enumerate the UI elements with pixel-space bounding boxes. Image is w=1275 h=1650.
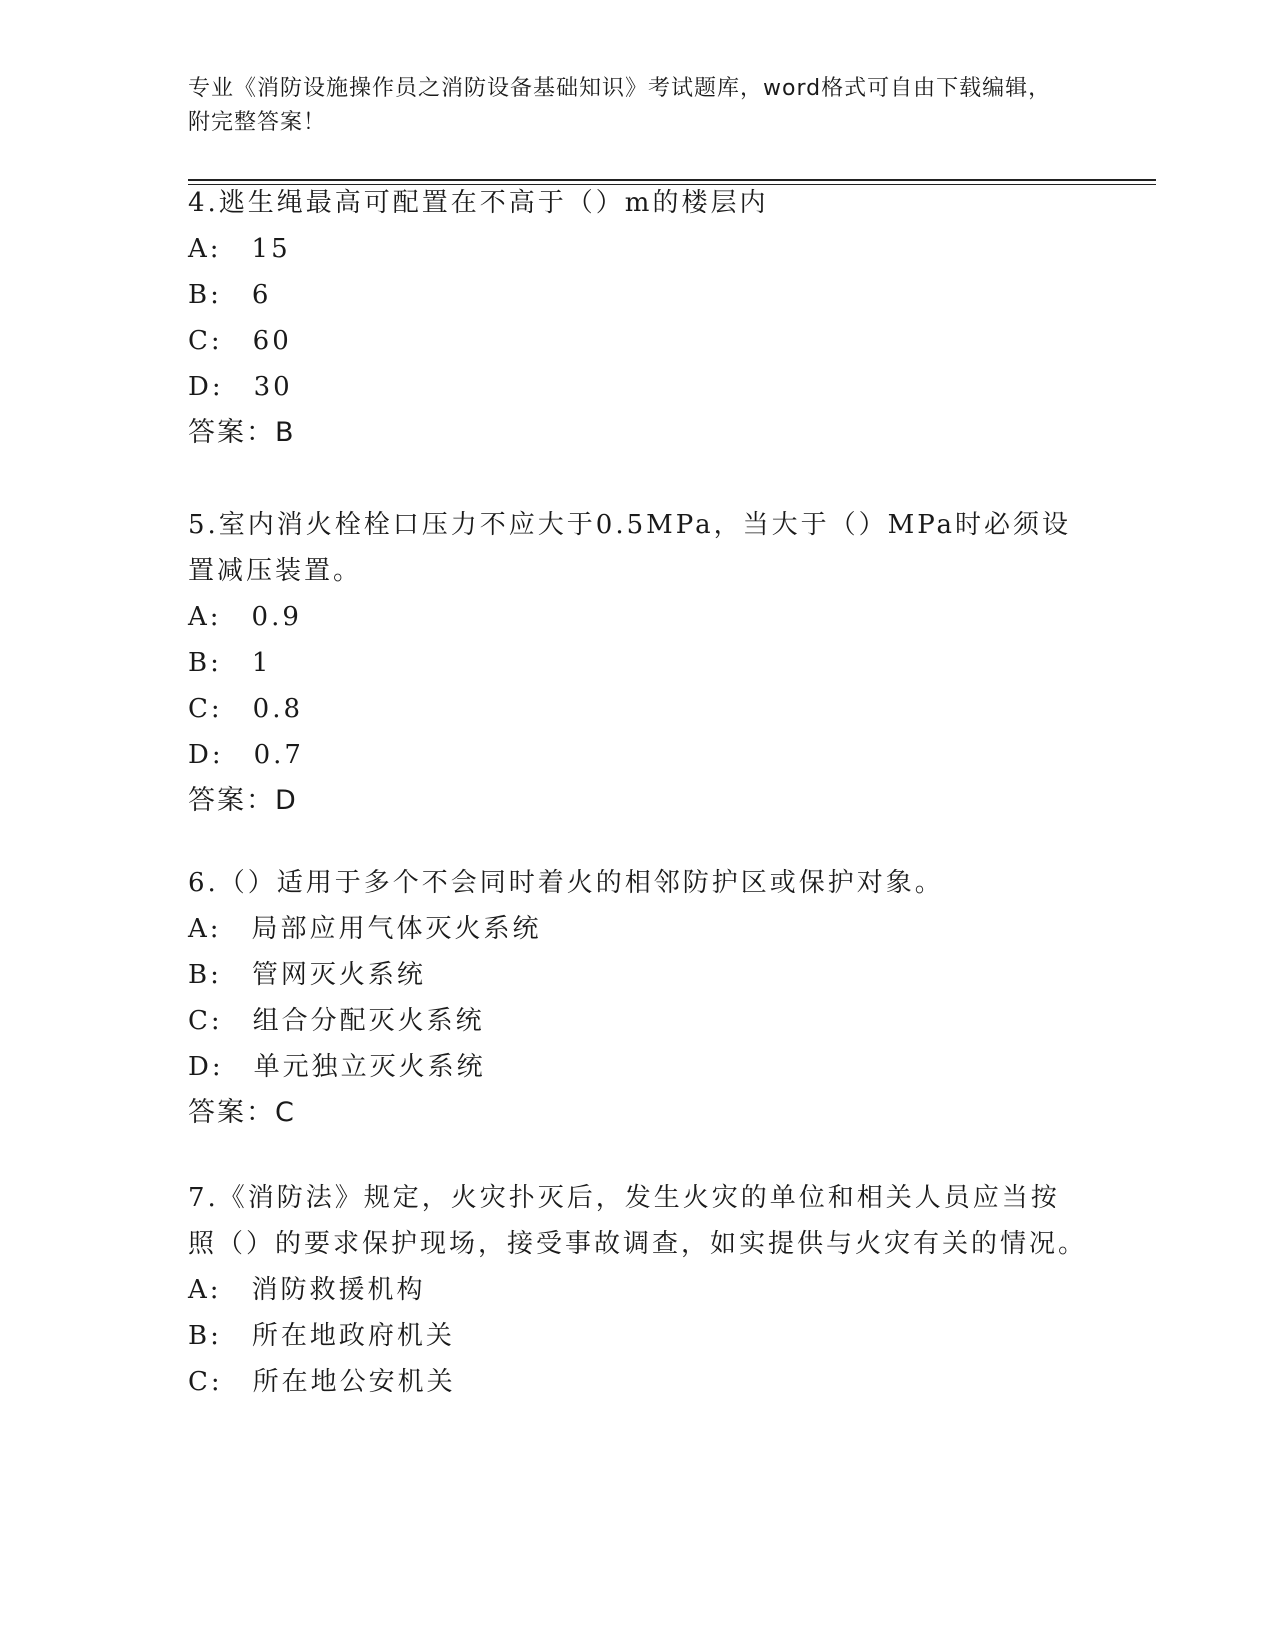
option-key: B:: [188, 960, 222, 990]
option-text: 消防救援机构: [251, 1275, 426, 1305]
question-4: [188, 180, 1088, 456]
option-b: [188, 952, 1088, 998]
option-c: [188, 998, 1088, 1044]
option-text: 所在地公安机关: [252, 1367, 456, 1397]
option-key: B:: [188, 648, 222, 678]
option-c: [188, 318, 1088, 364]
option-text: 组合分配灭火系统: [252, 1006, 485, 1036]
option-key: C:: [188, 326, 223, 356]
question-5: [188, 502, 1088, 824]
answer-line: 答案：D: [188, 785, 298, 816]
option-text: 单元独立灭火系统: [253, 1052, 486, 1082]
option-key: D:: [188, 372, 224, 402]
question-stem: 7.《消防法》规定，火灾扑灭后，发生火灾的单位和相关人员应当按照（）的要求保护现场，接受事故调查，如实提供与火灾有关的情况。: [188, 1183, 1088, 1259]
option-key: B:: [188, 280, 222, 310]
option-b: [188, 640, 1088, 686]
option-key: C:: [188, 694, 223, 724]
document-intro: 专业《消防设施操作员之消防设备基础知识》考试题库，word格式可自由下载编辑，附完整答案！: [188, 76, 1052, 135]
option-key: D:: [188, 1052, 224, 1082]
question-stem: 6.（）适用于多个不会同时着火的相邻防护区或保护对象。: [188, 868, 944, 898]
option-d: [188, 1044, 1088, 1090]
option-key: D:: [188, 740, 224, 770]
option-a: [188, 906, 1088, 952]
option-a: [188, 1267, 1088, 1313]
option-text: 管网灭火系统: [251, 960, 426, 990]
option-d: [188, 364, 1088, 410]
option-text: 6: [251, 280, 272, 310]
option-key: B:: [188, 1321, 222, 1351]
answer-line: 答案：C: [188, 1097, 296, 1128]
option-text: 60: [252, 326, 292, 356]
option-text: 30: [253, 372, 293, 402]
option-c: [188, 1359, 1088, 1405]
question-7: [188, 1175, 1088, 1405]
option-key: C:: [188, 1367, 223, 1397]
option-b: [188, 1313, 1088, 1359]
option-b: [188, 272, 1088, 318]
option-text: 局部应用气体灭火系统: [251, 914, 542, 944]
option-text: 15: [251, 234, 291, 264]
option-a: [188, 226, 1088, 272]
option-text: 0.7: [253, 740, 304, 770]
option-key: A:: [188, 234, 222, 264]
option-text: 0.8: [252, 694, 304, 724]
answer-line: 答案：B: [188, 417, 296, 448]
question-stem: 4.逃生绳最高可配置在不高于（）m的楼层内: [188, 188, 769, 218]
question-6: [188, 860, 1088, 1136]
option-d: [188, 732, 1088, 778]
question-stem: 5.室内消火栓栓口压力不应大于0.5MPa，当大于（）MPa时必须设置减压装置。: [188, 510, 1072, 586]
option-key: A:: [188, 914, 222, 944]
option-text: 所在地政府机关: [251, 1321, 455, 1351]
option-c: [188, 686, 1088, 732]
option-a: [188, 594, 1088, 640]
option-key: A:: [188, 1275, 222, 1305]
option-text: 1: [251, 648, 272, 678]
option-text: 0.9: [251, 602, 302, 632]
option-key: A:: [188, 602, 222, 632]
option-key: C:: [188, 1006, 223, 1036]
